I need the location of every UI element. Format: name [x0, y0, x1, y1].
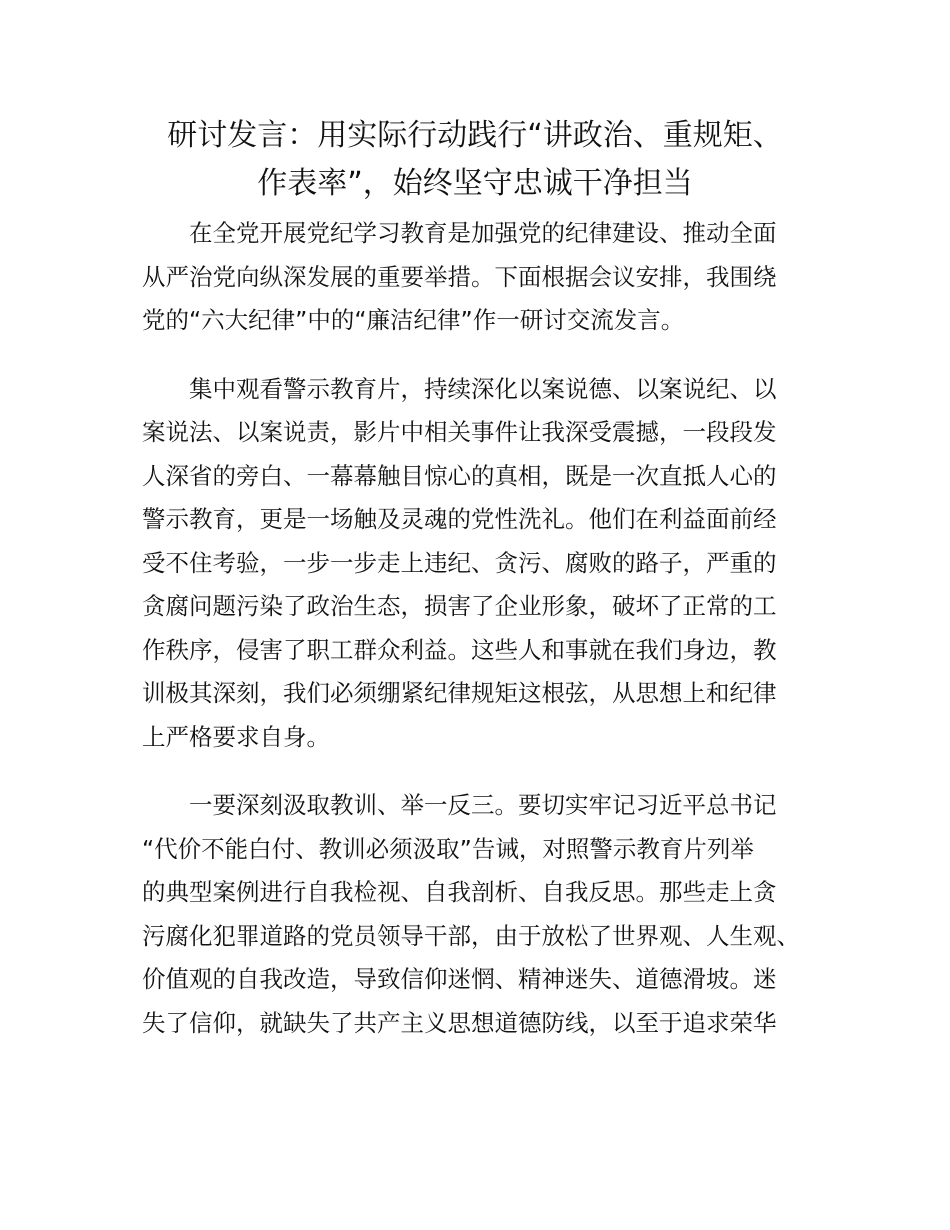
text-line: 价值观的自我改造，导致信仰迷惘、精神迷失、道德滑坡。迷: [142, 965, 777, 993]
text-line: 一要深刻汲取教训、举一反三。要切实牢记习近平总书记: [189, 791, 777, 819]
title-line: 研讨发言：用实际行动践行“讲政治、重规矩、: [167, 118, 783, 153]
text-line: 的典型案例进行自我检视、自我剖析、自我反思。那些走上贪: [142, 878, 777, 906]
text-line: 贪腐问题污染了政治生态，损害了企业形象，破坏了正常的工: [142, 592, 777, 620]
text-line: “代价不能白付、教训必须汲取”告诫，对照警示教育片列举: [142, 834, 754, 863]
paragraph-3: [142, 784, 812, 1045]
text-line: 污腐化犯罪道路的党员领导干部，由于放松了世界观、人生观、: [142, 921, 800, 950]
text-line: 警示教育，更是一场触及灵魂的党性洗礼。他们在利益面前经: [142, 505, 777, 533]
text-line: 案说法、以案说责，影片中相关事件让我深受震撼，一段段发: [142, 418, 777, 446]
text-line: 人深省的旁白、一幕幕触目惊心的真相，既是一次直抵人心的: [142, 461, 777, 490]
text-line: 上严格要求自身。: [142, 722, 330, 751]
text-line: 训极其深刻，我们必须绷紧纪律规矩这根弦，从思想上和纪律: [142, 679, 777, 707]
text-line: 受不住考验，一步一步走上违纪、贪污、腐败的路子，严重的: [142, 548, 777, 577]
paragraph-1: [142, 212, 812, 343]
text-line: 从严治党向纵深发展的重要举措。下面根据会议安排，我围绕: [142, 262, 777, 291]
text-line: 集中观看警示教育片，持续深化以案说德、以案说纪、以: [189, 374, 777, 403]
text-line: 作秩序，侵害了职工群众利益。这些人和事就在我们身边，教: [142, 635, 777, 664]
text-line: 失了信仰，就缺失了共产主义思想道德防线，以至于追求荣华: [142, 1008, 777, 1037]
document-body: [142, 212, 812, 1070]
document-title: [130, 112, 820, 208]
text-line: 在全党开展党纪学习教育是加强党的纪律建设、推动全面: [189, 219, 777, 247]
title-line: 作表率”，始终坚守忠诚干净担当: [257, 166, 693, 201]
text-line: 党的“六大纪律”中的“廉洁纪律”作一研讨交流发言。: [142, 306, 685, 334]
paragraph-2: [142, 368, 812, 760]
